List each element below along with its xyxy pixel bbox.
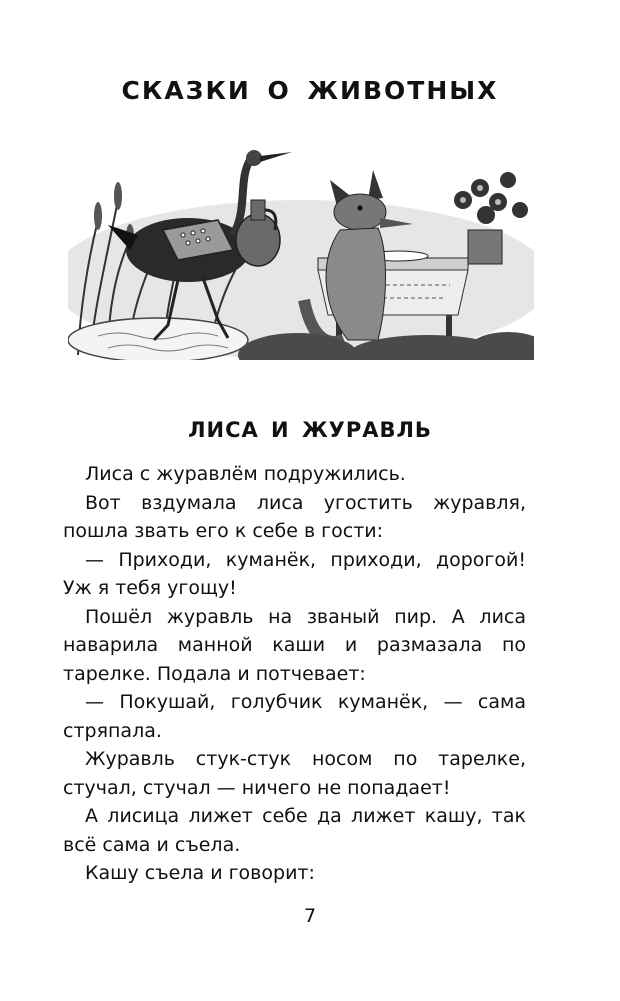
paragraph: Пошёл журавль на званый пир. А лиса наварила манной каши и размазала по тарелке. Подала и потчевает: (63, 605, 526, 685)
paragraph: Кашу съела и говорит: (85, 862, 315, 884)
paragraph: — Приходи, куманёк, приходи, дорогой! Уж я тебя угощу! (63, 548, 526, 599)
story-title: ЛИСА И ЖУРАВЛЬ (188, 418, 432, 442)
page-number: 7 (303, 905, 317, 927)
story-illustration (68, 140, 534, 360)
paragraph: А лисица лижет себе да лижет кашу, так всё сама и съела. (63, 805, 526, 856)
paragraph: Вот вздумала лиса угостить журавля, пошла звать его к себе в гости: (63, 491, 526, 542)
paragraph: Лиса с журавлём подружились. (85, 463, 406, 485)
paragraph: Журавль стук-стук носом по тарелке, стучал, стучал — ничего не попадает! (63, 748, 526, 799)
paragraph: — Покушай, голубчик куманёк, — сама стряпала. (63, 691, 526, 742)
section-title: СКАЗКИ О ЖИВОТНЫХ (121, 76, 499, 105)
story-text (63, 460, 526, 888)
